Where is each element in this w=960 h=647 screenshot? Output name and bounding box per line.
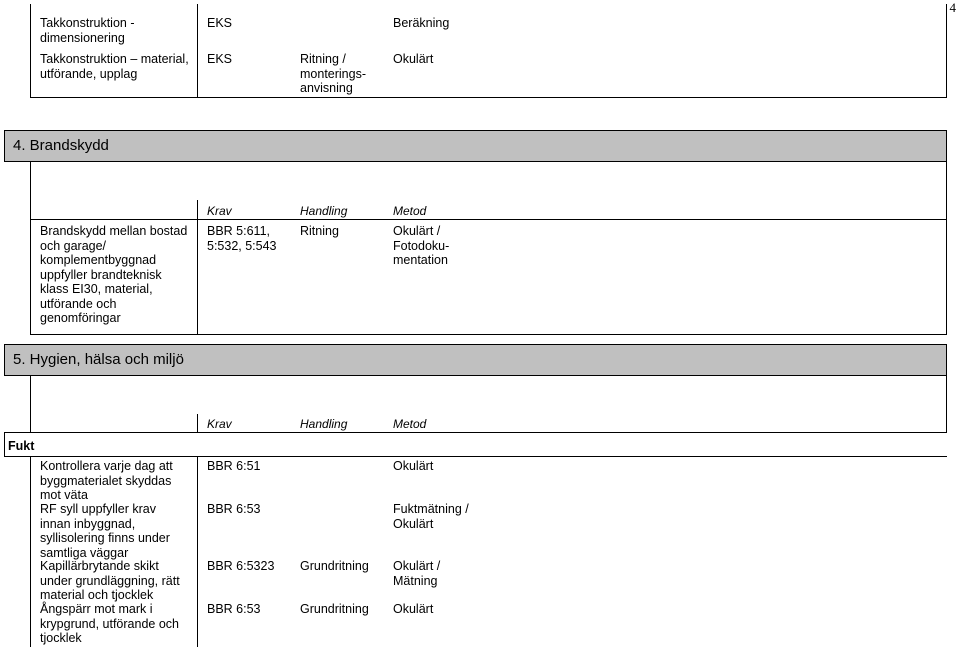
table-cell-krav: BBR 5:611, 5:532, 5:543 xyxy=(207,224,277,253)
subheader-handling: Handling xyxy=(300,204,348,218)
header-dokument: Dokument xyxy=(580,168,637,182)
table-cell-item: Kapillärbrytande skikt under grundläggning, rätt material och tjocklek xyxy=(40,559,180,602)
header-dokument: Dokument xyxy=(580,382,637,396)
table-cell-metod: Beräkning xyxy=(393,16,450,30)
table-cell-metod: Fuktmätning / Okulärt xyxy=(393,502,469,531)
header-kvitterat: Kvitterat av BH xyxy=(869,168,933,196)
group-label-fukt: Fukt xyxy=(8,439,35,453)
subheader-krav: Krav xyxy=(207,417,232,431)
subheader-metod: Metod xyxy=(393,417,427,431)
table-cell-item: Kontrollera varje dag att byggmaterialet skyddas mot väta xyxy=(40,459,173,502)
header-kontrollpunkter: Kontrollpunkter xyxy=(42,168,127,182)
table-cell-krav: BBR 6:53 xyxy=(207,602,261,616)
table-cell-metod: Okulärt xyxy=(393,602,434,616)
table-cell-item: Takkonstruktion – material, utförande, upplag xyxy=(40,52,189,81)
section-title: 5. Hygien, hälsa och miljö xyxy=(13,351,184,368)
header-kontrollpunkter: Kontrollpunkter xyxy=(42,382,127,396)
section-title-bar xyxy=(4,344,947,376)
table-cell-metod: Okulärt / Mätning xyxy=(393,559,441,588)
header-anmarkning: Anmärkning xyxy=(767,168,834,182)
table-cell-handling: Ritning / monterings-anvisning xyxy=(300,52,366,95)
header-resultat: Resultat xyxy=(673,168,719,182)
table-cell-krav: BBR 6:51 xyxy=(207,459,261,473)
header-typ-av-kontroll: Typ av kontroll xyxy=(393,382,434,410)
header-kvitterat: Kvitterat av BH xyxy=(869,382,933,410)
table-cell-metod: Okulärt xyxy=(393,52,434,66)
subheader-krav: Krav xyxy=(207,204,232,218)
section-title-bar xyxy=(4,130,947,162)
page-number: 4 xyxy=(949,0,956,15)
subheader-metod: Metod xyxy=(393,204,427,218)
header-resultat: Resultat xyxy=(673,382,719,396)
table-cell-krav: BBR 6:53 xyxy=(207,502,261,516)
header-kontrolleras-mot: Kontrolleras mot xyxy=(205,168,297,182)
table-cell-item: Takkonstruktion - dimensionering xyxy=(40,16,135,45)
table-cell-krav: EKS xyxy=(207,16,233,30)
section-title: 4. Brandskydd xyxy=(13,137,109,154)
subheader-handling: Handling xyxy=(300,417,348,431)
header-typ-av-kontroll: Typ av kontroll xyxy=(393,168,434,196)
header-initialer: Initialer kontrollant xyxy=(488,382,546,410)
table-cell-metod: Okulärt / Fotodoku-mentation xyxy=(393,224,450,267)
header-kontrolleras-mot: Kontrolleras mot xyxy=(205,382,297,396)
header-anmarkning: Anmärkning xyxy=(767,382,834,396)
table-cell-metod: Okulärt xyxy=(393,459,434,473)
table-cell-handling: Grundritning xyxy=(300,559,369,573)
table-cell-krav: BBR 6:5323 xyxy=(207,559,275,573)
table-cell-item: RF syll uppfyller krav innan inbyggnad, syllisolering finns under samtliga väggar xyxy=(40,502,170,560)
table-cell-item: Brandskydd mellan bostad och garage/ komplementbyggnad uppfyller brandteknisk klass EI30, material, utförande och genomföringar xyxy=(40,224,188,325)
table-cell-handling: Ritning xyxy=(300,224,339,238)
header-initialer: Initialer kontrollant xyxy=(488,168,546,196)
table-cell-krav: EKS xyxy=(207,52,233,66)
table-cell-item: Ångspärr mot mark i krypgrund, utförande och tjocklek xyxy=(40,602,179,645)
table-cell-handling: Grundritning xyxy=(300,602,369,616)
